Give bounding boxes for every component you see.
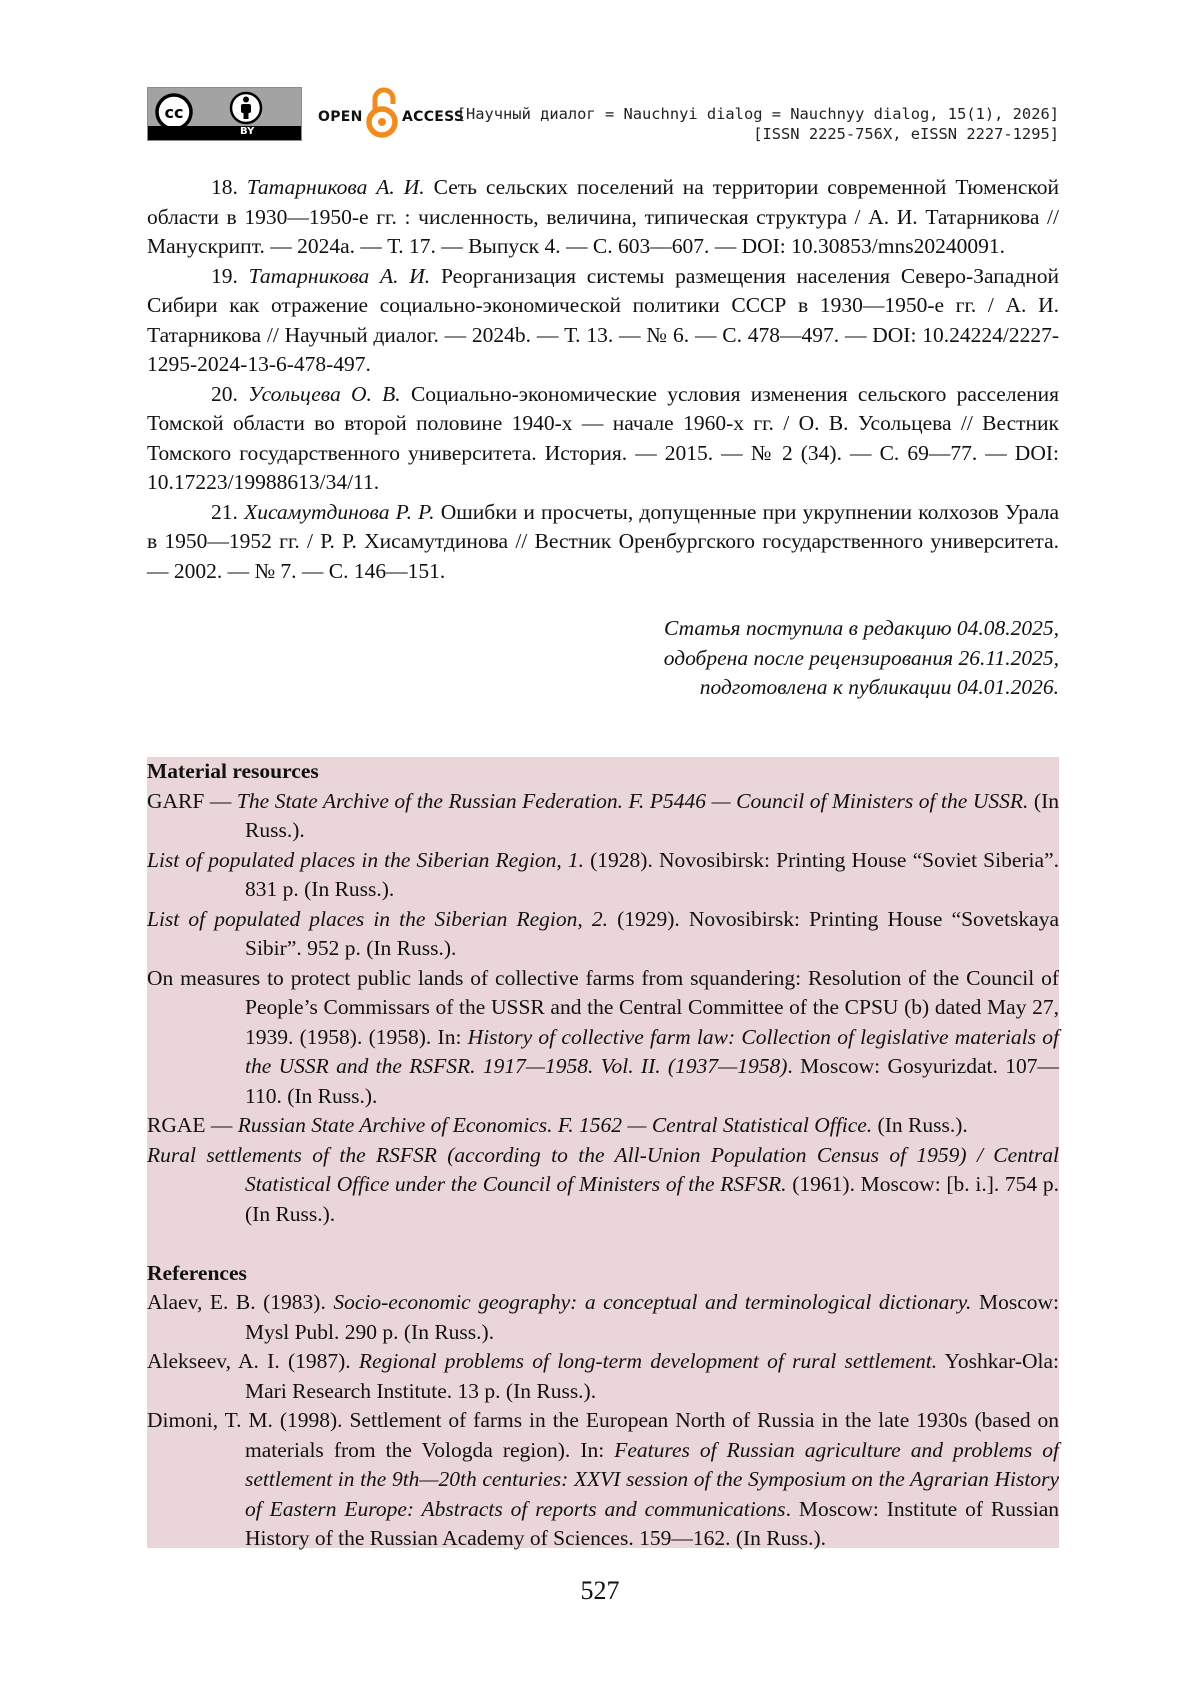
by-strip bbox=[148, 126, 301, 140]
material-resources-heading: Material resources bbox=[147, 759, 319, 783]
material-resource-item: Rural settlements of the RSFSR (according to the All-Union Population Census of 1959) / Central Statistical Office under the Council of Ministers of the RSFSR. (1961). Moscow: [b. i.]. 754 p. (In Russ.). bbox=[147, 1142, 1060, 1226]
reference-item: 19. Татарникова А. И. Реорганизация системы размещения населения Северо-Западной Сибири как отражение социально-экономической политики СССР в 1930—1950-е гг. / А. И. Татарникова // Научный диалог. — 2024b. — Т. 13. — № 6. — С. 478—497. — DOI: 10.24224/2227-1295-2024-13-6-478-497. bbox=[147, 263, 1059, 376]
reference-item-en: Alaev, E. B. (1983). Socio-economic geography: a conceptual and terminological dictionary. Moscow: Mysl Publ. 290 p. (In Russ.). bbox=[147, 1290, 1059, 1344]
reference-item: 21. Хисамутдинова Р. Р. Ошибки и просчеты, допущенные при укрупнении колхозов Урала в 1950—1952 гг. / Р. Р. Хисамутдинова // Вестник Оренбургского государственного университета. — 2002. — № 7. — С. 146—151. bbox=[147, 499, 1059, 583]
person-icon bbox=[228, 90, 264, 126]
section-gap bbox=[147, 1229, 1059, 1259]
material-resource-item: RGAE — Russian State Archive of Economics. F. 1562 — Central Statistical Office. (In Russ.). bbox=[147, 1113, 968, 1137]
received-date: Статья поступила в редакцию 04.08.2025, bbox=[663, 616, 1059, 640]
material-resource-item: GARF — The State Archive of the Russian Federation. F. P5446 — Council of Ministers of the USSR. (In Russ.). bbox=[147, 788, 1059, 842]
reference-item: 20. Усольцева О. В. Социально-экономические условия изменения сельского расселения Томской области во второй половине 1940-х — начале 1960-х гг. / О. В. Усольцева // Вестник Томского государственного университета. История. — 2015. — № 2 (34). — С. 69—77. — DOI: 10.17223/19988613/34/11. bbox=[147, 381, 1060, 494]
reference-list bbox=[147, 173, 1059, 703]
open-lock-icon bbox=[364, 86, 400, 138]
open-access-logo bbox=[318, 86, 465, 138]
material-resource-item: List of populated places in the Siberian Region, 1. (1928). Novosibirsk: Printing House “Soviet Siberia”. 831 p. (In Russ.). bbox=[147, 847, 1059, 901]
oa-open-label: OPEN bbox=[318, 109, 363, 125]
svg-text:cc: cc bbox=[164, 103, 184, 122]
oa-access-label: ACCESS bbox=[402, 109, 465, 125]
issn-line: [ISSN 2225-756X, eISSN 2227-1295] bbox=[753, 125, 1059, 143]
article-dates bbox=[147, 614, 1059, 703]
reference-item: 18. Татарникова А. И. Сеть сельских поселений на территории современной Тюменской области в 1930—1950-е гг. : численность, величина, типическая структура / А. И. Татарникова // Манускрипт. — 2024a. — Т. 17. — Выпуск 4. — С. 603—607. — DOI: 10.30853/mns20240091. bbox=[147, 175, 1059, 258]
by-label: BY bbox=[240, 126, 255, 137]
material-resource-item: List of populated places in the Siberian Region, 2. (1929). Novosibirsk: Printing House “Sovetskaya Sibir”. 952 p. (In Russ.). bbox=[147, 906, 1059, 960]
page-number: 527 bbox=[580, 1576, 620, 1605]
reference-item-en: Alekseev, A. I. (1987). Regional problems of long-term development of rural settlement. Yoshkar-Ola: Mari Research Institute. 13 p. (In Russ.). bbox=[147, 1349, 1059, 1403]
journal-title-line: [Научный диалог = Nauchnyi dialog = Nauchnyy dialog, 15(1), 2026] bbox=[456, 105, 1059, 123]
material-resource-item: On measures to protect public lands of collective farms from squandering: Resolution of the Council of People’s Commissars of the USSR and the Central Committee of the CPSU (b) dated May 27, 1939. (1958). (1958). In: History of collective farm law: Collection of legislative materials of the USSR and the RSFSR. 1917—1958. Vol. II. (1937—1958). Moscow: Gosyurizdat. 107—110. (In Russ.). bbox=[147, 965, 1059, 1108]
references-heading: References bbox=[147, 1260, 247, 1285]
prepared-date: подготовлена к публикации 04.01.2026. bbox=[699, 675, 1059, 699]
english-references-section bbox=[147, 757, 1059, 1548]
reference-item-en: Dimoni, T. M. (1998). Settlement of farms in the European North of Russia in the late 1930s (based on materials from the Vologda region). In: Features of Russian agriculture and problems of settlement in the 9th—20th centuries: XXVI session of the Symposium on the Agrarian History of Eastern Europe: Abstracts of reports and communications. Moscow: Institute of Russian History of the Russian Academy of Sciences. 159—162. (In Russ.). bbox=[147, 1408, 1059, 1550]
cc-by-license-logo bbox=[147, 87, 302, 141]
journal-citation-header bbox=[457, 104, 1059, 144]
approved-date: одобрена после рецензирования 26.11.2025, bbox=[663, 645, 1059, 670]
